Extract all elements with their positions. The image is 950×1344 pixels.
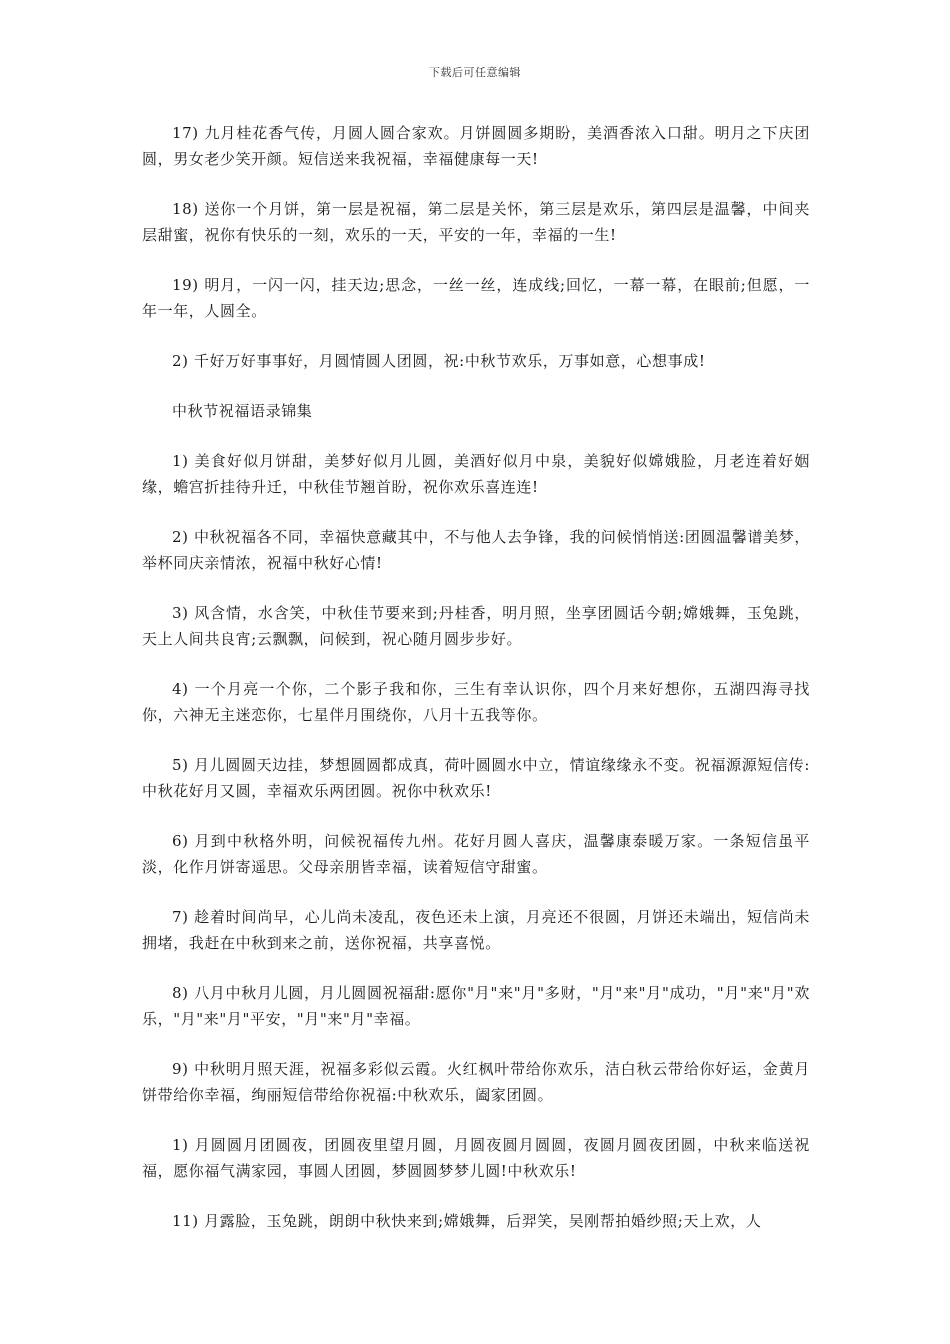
paragraph-4: 4) 一个月亮一个你，二个影子我和你，三生有幸认识你，四个月来好想你，五湖四海寻找你，六神无主迷恋你，七星伴月围绕你，八月十五我等你。 <box>142 680 810 724</box>
paragraph-9: 9) 中秋明月照天涯，祝福多彩似云霞。火红枫叶带给你欢乐，洁白秋云带给你好运，金黄月饼带给你幸福，绚丽短信带给你祝福:中秋欢乐，阖家团圆。 <box>142 1060 810 1104</box>
paragraph-19: 19) 明月，一闪一闪，挂天边;思念，一丝一丝，连成线;回忆，一幕一幕，在眼前;但愿，一年一年，人圆全。 <box>142 276 810 320</box>
paragraph-11: 11) 月露脸，玉兔跳，朗朗中秋快来到;嫦娥舞，后羿笑，吴刚帮拍婚纱照;天上欢，人 <box>172 1212 762 1230</box>
paragraph-5: 5) 月儿圆圆天边挂，梦想圆圆都成真，荷叶圆圆水中立，情谊缘缘永不变。祝福源源短信传:中秋花好月又圆，幸福欢乐两团圆。祝你中秋欢乐! <box>142 756 810 800</box>
paragraph-7: 7) 趁着时间尚早，心儿尚未凌乱，夜色还未上演，月亮还不很圆，月饼还未端出，短信尚未拥堵，我赶在中秋到来之前，送你祝福，共享喜悦。 <box>142 908 810 952</box>
paragraph-3: 3) 风含情，水含笑，中秋佳节要来到;丹桂香，明月照，坐享团圆话今朝;嫦娥舞，玉兔跳，天上人间共良宵;云飘飘，问候到，祝心随月圆步步好。 <box>142 604 810 648</box>
paragraph-8: 8) 八月中秋月儿圆，月儿圆圆祝福甜:愿你"月"来"月"多财，"月"来"月"成功，"月"来"月"欢乐，"月"来"月"平安，"月"来"月"幸福。 <box>142 984 810 1028</box>
paragraph-2: 2) 千好万好事事好，月圆情圆人团圆，祝:中秋节欢乐，万事如意，心想事成! <box>172 352 706 370</box>
page-header: 下载后可任意编辑 <box>429 66 521 79</box>
paragraph-6: 6) 月到中秋格外明，问候祝福传九州。花好月圆人喜庆，温馨康泰暖万家。一条短信虽平淡，化作月饼寄遥思。父母亲朋皆幸福，读着短信守甜蜜。 <box>142 832 810 876</box>
paragraph-17: 17) 九月桂花香气传，月圆人圆合家欢。月饼圆圆多期盼，美酒香浓入口甜。明月之下庆团圆，男女老少笑开颜。短信送来我祝福，幸福健康每一天! <box>142 124 810 168</box>
section-heading: 中秋节祝福语录锦集 <box>172 402 313 420</box>
paragraph-18: 18) 送你一个月饼，第一层是祝福，第二层是关怀，第三层是欢乐，第四层是温馨，中间夹层甜蜜，祝你有快乐的一刻，欢乐的一天，平安的一年，幸福的一生! <box>142 200 810 244</box>
paragraph-2a: 2) 中秋祝福各不同，幸福快意藏其中，不与他人去争锋，我的问候悄悄送:团圆温馨谱美梦，举杯同庆亲情浓，祝福中秋好心情! <box>142 528 810 572</box>
paragraph-1b: 1) 月圆圆月团圆夜，团圆夜里望月圆，月圆夜圆月圆圆，夜圆月圆夜团圆，中秋来临送祝福，愿你福气满家园，事圆人团圆，梦圆圆梦梦儿圆!中秋欢乐! <box>142 1136 810 1180</box>
document-body <box>142 120 810 1234</box>
paragraph-1a: 1) 美食好似月饼甜，美梦好似月儿圆，美酒好似月中泉，美貌好似嫦娥脸，月老连着好姻缘，蟾宫折挂待升迁，中秋佳节翘首盼，祝你欢乐喜连连! <box>142 452 810 496</box>
